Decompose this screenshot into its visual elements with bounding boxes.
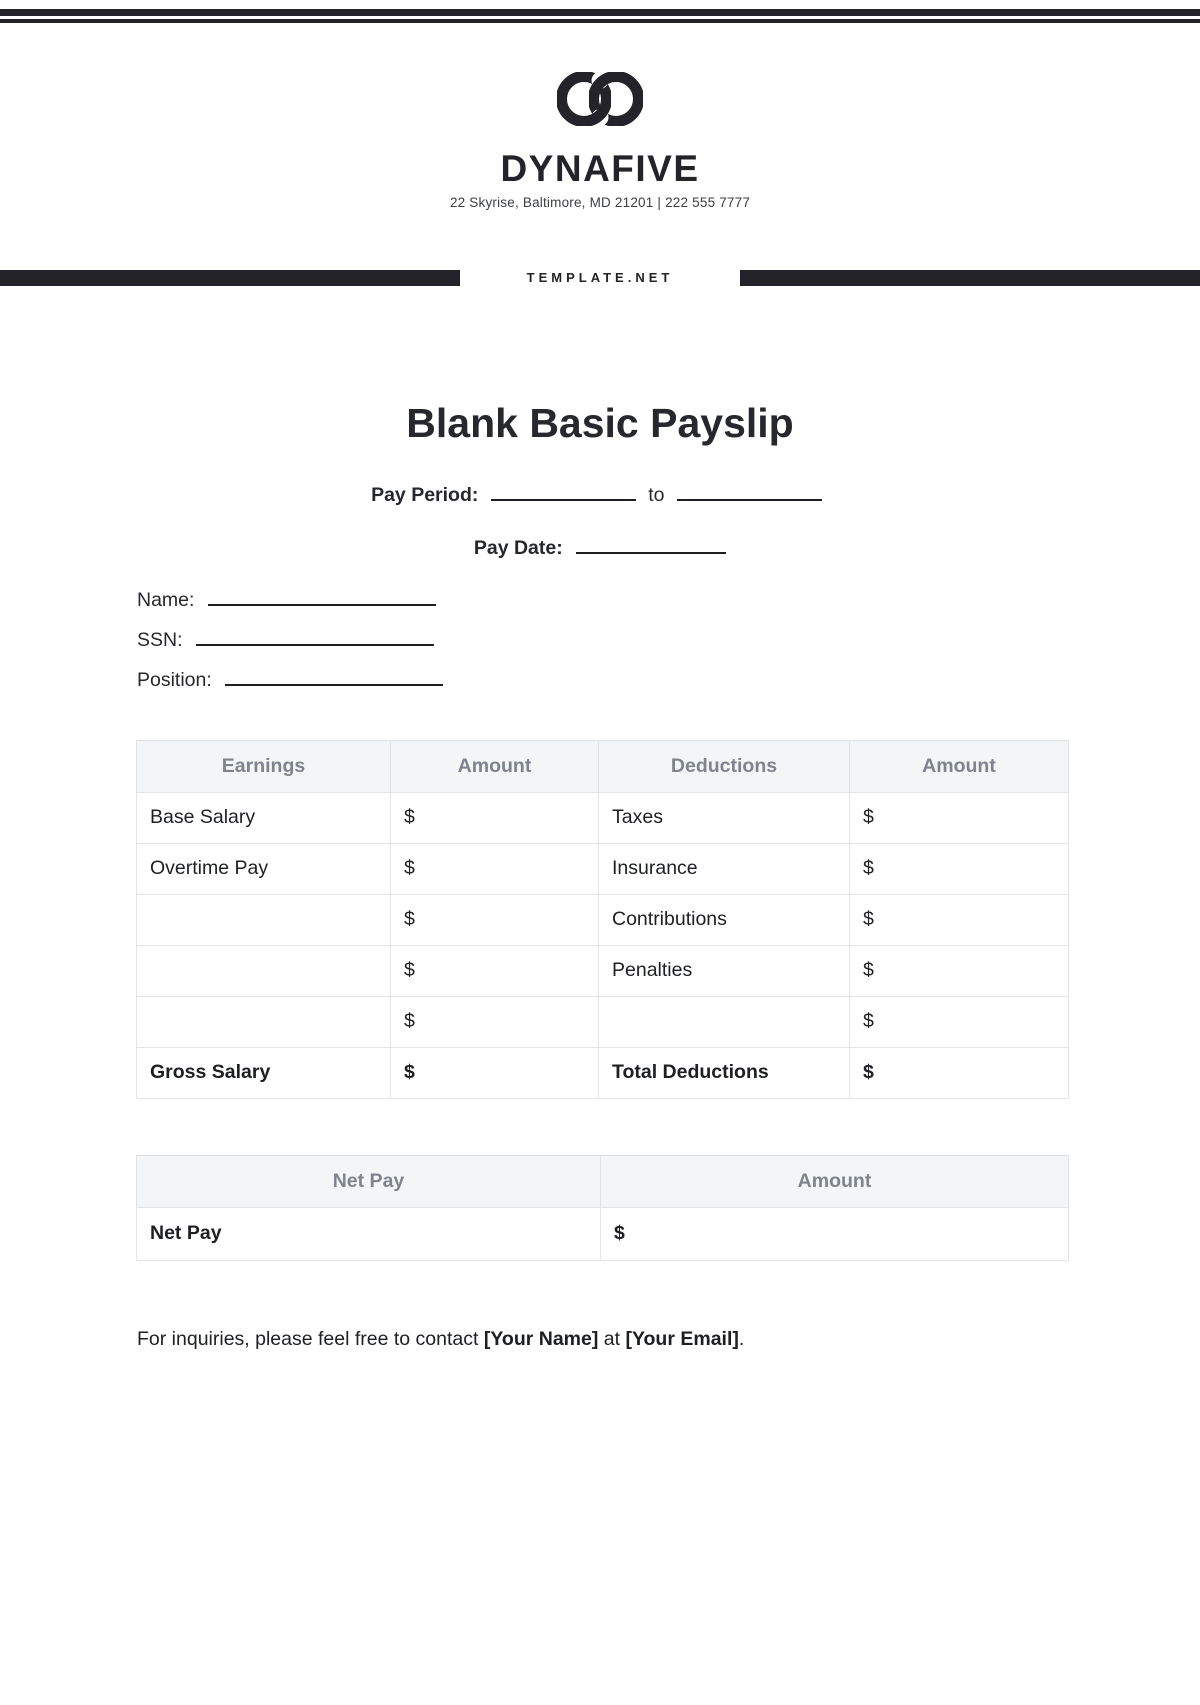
ssn-field-label: SSN: [137, 628, 183, 651]
name-field-row [137, 588, 1200, 612]
table-cell [137, 894, 391, 945]
pay-period-line [0, 484, 1200, 506]
brand-label: TEMPLATE.NET [526, 269, 674, 285]
position-field-blank[interactable] [225, 669, 443, 686]
table-cell: Net Pay [137, 1207, 601, 1260]
earnings-table-header [137, 740, 1069, 792]
table-cell: Taxes [599, 792, 850, 843]
footer-text-middle: at [598, 1327, 626, 1350]
footer-text-prefix: For inquiries, please feel free to contact [137, 1327, 484, 1350]
brand-bar-left-segment [0, 270, 460, 286]
table-row [137, 894, 1069, 945]
netpay-table-header [137, 1155, 1069, 1207]
table-row [137, 843, 1069, 894]
footer-email-placeholder: [Your Email] [625, 1327, 739, 1350]
table-cell: Total Deductions [599, 1047, 850, 1098]
table-cell: Gross Salary [137, 1047, 391, 1098]
column-header: Amount [391, 740, 599, 792]
netpay-table-body [137, 1207, 1069, 1260]
table-cell: $ [601, 1207, 1069, 1260]
column-header: Amount [601, 1155, 1069, 1207]
interlocked-rings-icon [554, 65, 646, 133]
table-cell [137, 945, 391, 996]
name-field-blank[interactable] [208, 589, 436, 606]
ssn-field-blank[interactable] [196, 629, 434, 646]
column-header: Net Pay [137, 1155, 601, 1207]
column-header: Deductions [599, 740, 850, 792]
table-cell: Penalties [599, 945, 850, 996]
earnings-deductions-table [136, 740, 1069, 1099]
employee-info-fields [137, 588, 1200, 692]
table-cell: $ [391, 945, 599, 996]
company-address: 22 Skyrise, Baltimore, MD 21201 | 222 555 7777 [449, 195, 751, 210]
table-cell: Base Salary [137, 792, 391, 843]
column-header: Amount [850, 740, 1069, 792]
earnings-table-body [137, 792, 1069, 1098]
table-cell: $ [391, 996, 599, 1047]
table-cell: Contributions [599, 894, 850, 945]
table-cell: $ [391, 843, 599, 894]
pay-period-start-blank[interactable] [491, 484, 636, 501]
table-cell: $ [391, 1047, 599, 1098]
table-cell: $ [850, 996, 1069, 1047]
table-row [137, 1047, 1069, 1098]
ssn-field-row [137, 628, 1200, 652]
table-row [137, 792, 1069, 843]
pay-period-end-blank[interactable] [677, 484, 822, 501]
table-cell: $ [850, 792, 1069, 843]
pay-period-connector: to [648, 483, 665, 506]
company-name: DYNAFIVE [500, 148, 700, 189]
footer-text-suffix: . [738, 1327, 745, 1350]
table-row [137, 1207, 1069, 1260]
footer-name-placeholder: [Your Name] [483, 1327, 599, 1350]
brand-bar-right-segment [740, 270, 1200, 286]
netpay-table [136, 1155, 1069, 1261]
pay-date-line [0, 537, 1200, 559]
brand-bar [0, 270, 1200, 286]
table-cell [599, 996, 850, 1047]
table-cell: Overtime Pay [137, 843, 391, 894]
name-field-label: Name: [137, 588, 195, 611]
column-header: Earnings [137, 740, 391, 792]
table-row [137, 945, 1069, 996]
table-cell: $ [850, 1047, 1069, 1098]
table-cell: Insurance [599, 843, 850, 894]
page-title: Blank Basic Payslip [406, 399, 794, 446]
table-cell [137, 996, 391, 1047]
table-cell: $ [391, 792, 599, 843]
table-cell: $ [850, 843, 1069, 894]
table-row [137, 996, 1069, 1047]
footer-contact-note [137, 1327, 1200, 1351]
position-field-label: Position: [137, 668, 212, 691]
top-accent-bar-thick [0, 9, 1200, 16]
table-cell: $ [850, 945, 1069, 996]
pay-date-label: Pay Date: [473, 536, 563, 559]
letterhead [0, 23, 1200, 210]
pay-date-blank[interactable] [576, 537, 726, 554]
pay-period-label: Pay Period: [371, 483, 479, 506]
table-cell: $ [850, 894, 1069, 945]
table-cell: $ [391, 894, 599, 945]
position-field-row [137, 668, 1200, 692]
